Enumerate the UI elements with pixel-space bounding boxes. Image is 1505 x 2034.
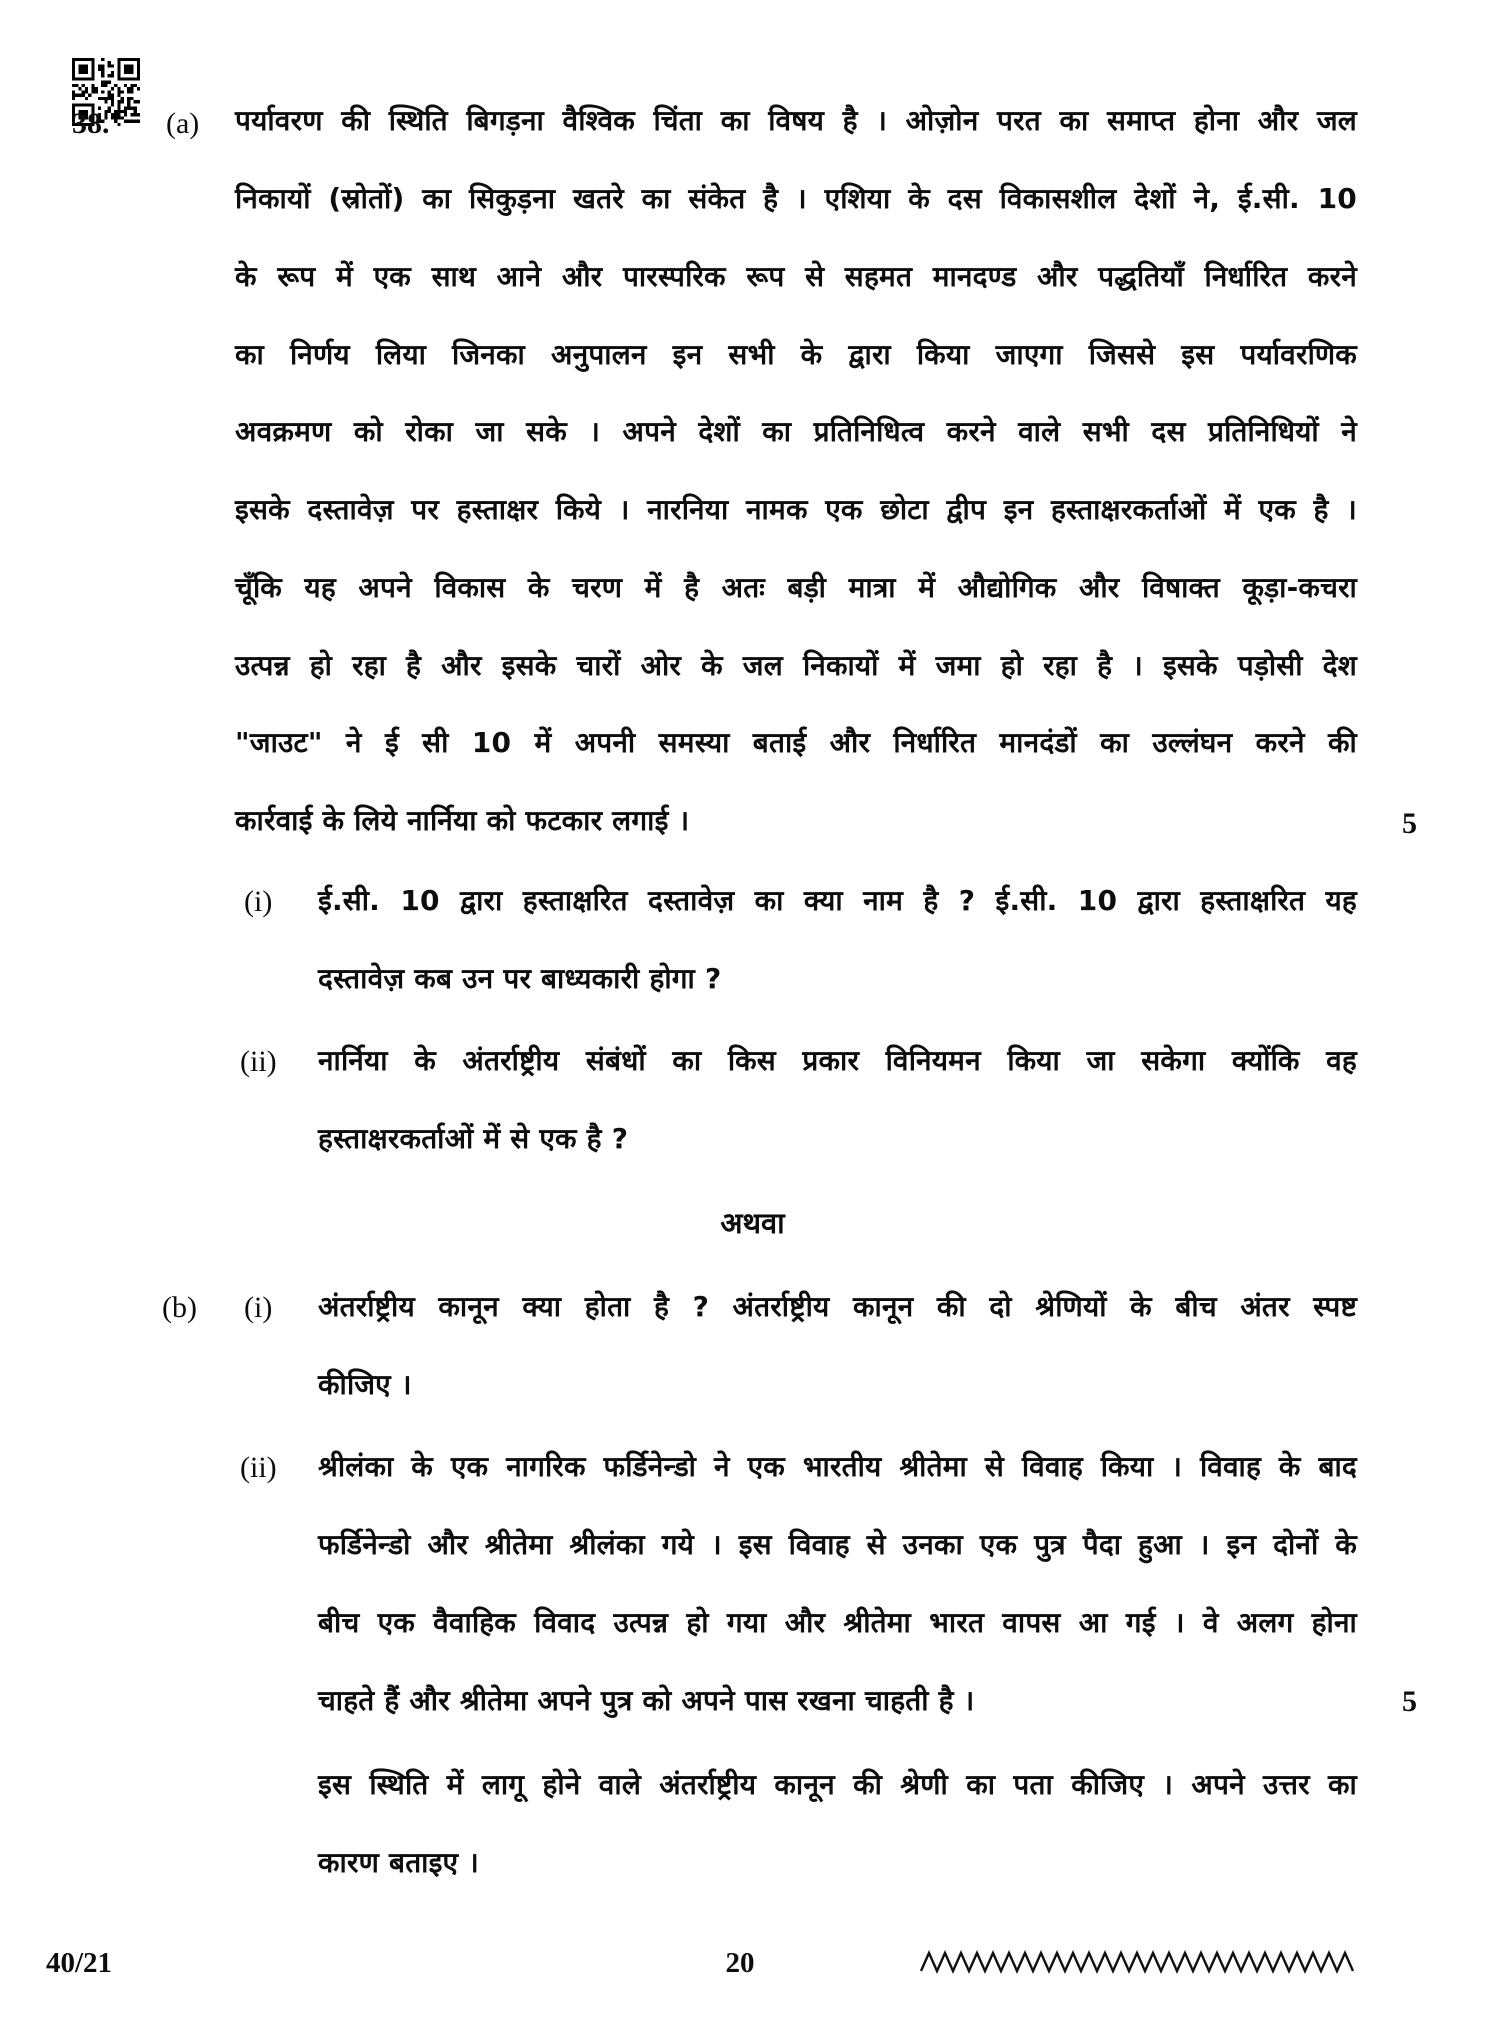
part-a-intro-line: इसके दस्तावेज़ पर हस्ताक्षर किये । नारनिया नामक एक छोटा द्वीप इन हस्ताक्षरकर्ताओं में एक है । <box>235 493 1357 526</box>
part-b-label: (b) <box>162 1291 197 1324</box>
paper-code: 40/21 <box>46 1947 113 1979</box>
sub-question-line: श्रीलंका के एक नागरिक फर्डिनेन्डो ने एक भारतीय श्रीतेमा से विवाह किया । विवाह के बाद <box>318 1450 1357 1483</box>
part-a-intro-line: "जाउट" ने ई सी 10 में अपनी समस्या बताई और निर्धारित मानदंडों का उल्लंघन करने की <box>235 726 1357 759</box>
sub-question-label-b-i: (i) <box>244 1291 273 1324</box>
part-a-intro-line: उत्पन्न हो रहा है और इसके चारों ओर के जल निकायों में जमा हो रहा है । इसके पड़ोसी देश <box>235 649 1357 682</box>
part-a-intro-line: अवक्रमण को रोका जा सके । अपने देशों का प्रतिनिधित्व करने वाले सभी दस प्रतिनिधियों ने <box>235 415 1357 448</box>
sub-question-line: चाहते हैं और श्रीतेमा अपने पुत्र को अपने पास रखना चाहती है । <box>318 1684 975 1717</box>
page-number: 20 <box>725 1947 755 1979</box>
part-a-intro-line: चूँकि यह अपने विकास के चरण में है अतः बड़ी मात्रा में औद्योगिक और विषाक्त कूड़ा-कचरा <box>235 571 1357 604</box>
sub-question-line: ई.सी. 10 द्वारा हस्ताक्षरित दस्तावेज़ का क्या नाम है ? ई.सी. 10 द्वारा हस्ताक्षरित यह <box>318 884 1357 917</box>
sub-question-line: फर्डिनेन्डो और श्रीतेमा श्रीलंका गये । इस विवाह से उनका एक पुत्र पैदा हुआ । इन दोनों के <box>318 1528 1357 1561</box>
squiggle-line <box>920 1944 1362 1980</box>
sub-question-line: कीजिए । <box>318 1368 412 1401</box>
part-a-intro-line: पर्यावरण की स्थिति बिगड़ना वैश्विक चिंता का विषय है । ओज़ोन परत का समाप्त होना और जल <box>235 104 1357 137</box>
or-separator: अथवा <box>720 1206 785 1240</box>
question-number: 38. <box>72 107 110 140</box>
sub-question-label-a-ii: (ii) <box>240 1045 277 1078</box>
sub-question-line: कारण बताइए । <box>318 1846 479 1879</box>
part-b-marks: 5 <box>1402 1685 1417 1718</box>
sub-question-label-b-ii: (ii) <box>240 1451 277 1484</box>
sub-question-line: इस स्थिति में लागू होने वाले अंतर्राष्ट्रीय कानून की श्रेणी का पता कीजिए । अपने उत्तर का <box>318 1768 1357 1801</box>
part-a-marks: 5 <box>1402 807 1417 840</box>
sub-question-line: नार्निया के अंतर्राष्ट्रीय संबंधों का किस प्रकार विनियमन किया जा सकेगा क्योंकि वह <box>318 1044 1357 1077</box>
part-a-intro-line: निकायों (स्रोतों) का सिकुड़ना खतरे का संकेत है । एशिया के दस विकासशील देशों ने, ई.सी. 10 <box>235 182 1357 215</box>
part-a-intro-line: का निर्णय लिया जिनका अनुपालन इन सभी के द्वारा किया जाएगा जिससे इस पर्यावरणिक <box>235 338 1357 371</box>
part-a-label: (a) <box>166 107 200 140</box>
sub-question-line: हस्ताक्षरकर्ताओं में से एक है ? <box>318 1122 629 1155</box>
sub-question-line: अंतर्राष्ट्रीय कानून क्या होता है ? अंतर्राष्ट्रीय कानून की दो श्रेणियों के बीच अंतर स्पष्ट <box>318 1290 1357 1323</box>
part-a-intro-line: के रूप में एक साथ आने और पारस्परिक रूप से सहमत मानदण्ड और पद्धतियाँ निर्धारित करने <box>235 260 1357 293</box>
part-a-intro-line: कार्रवाई के लिये नार्निया को फटकार लगाई । <box>235 804 690 837</box>
sub-question-line: दस्तावेज़ कब उन पर बाध्यकारी होगा ? <box>318 962 722 995</box>
sub-question-line: बीच एक वैवाहिक विवाद उत्पन्न हो गया और श्रीतेमा भारत वापस आ गई । वे अलग होना <box>318 1606 1357 1639</box>
sub-question-label-a-i: (i) <box>244 885 273 918</box>
